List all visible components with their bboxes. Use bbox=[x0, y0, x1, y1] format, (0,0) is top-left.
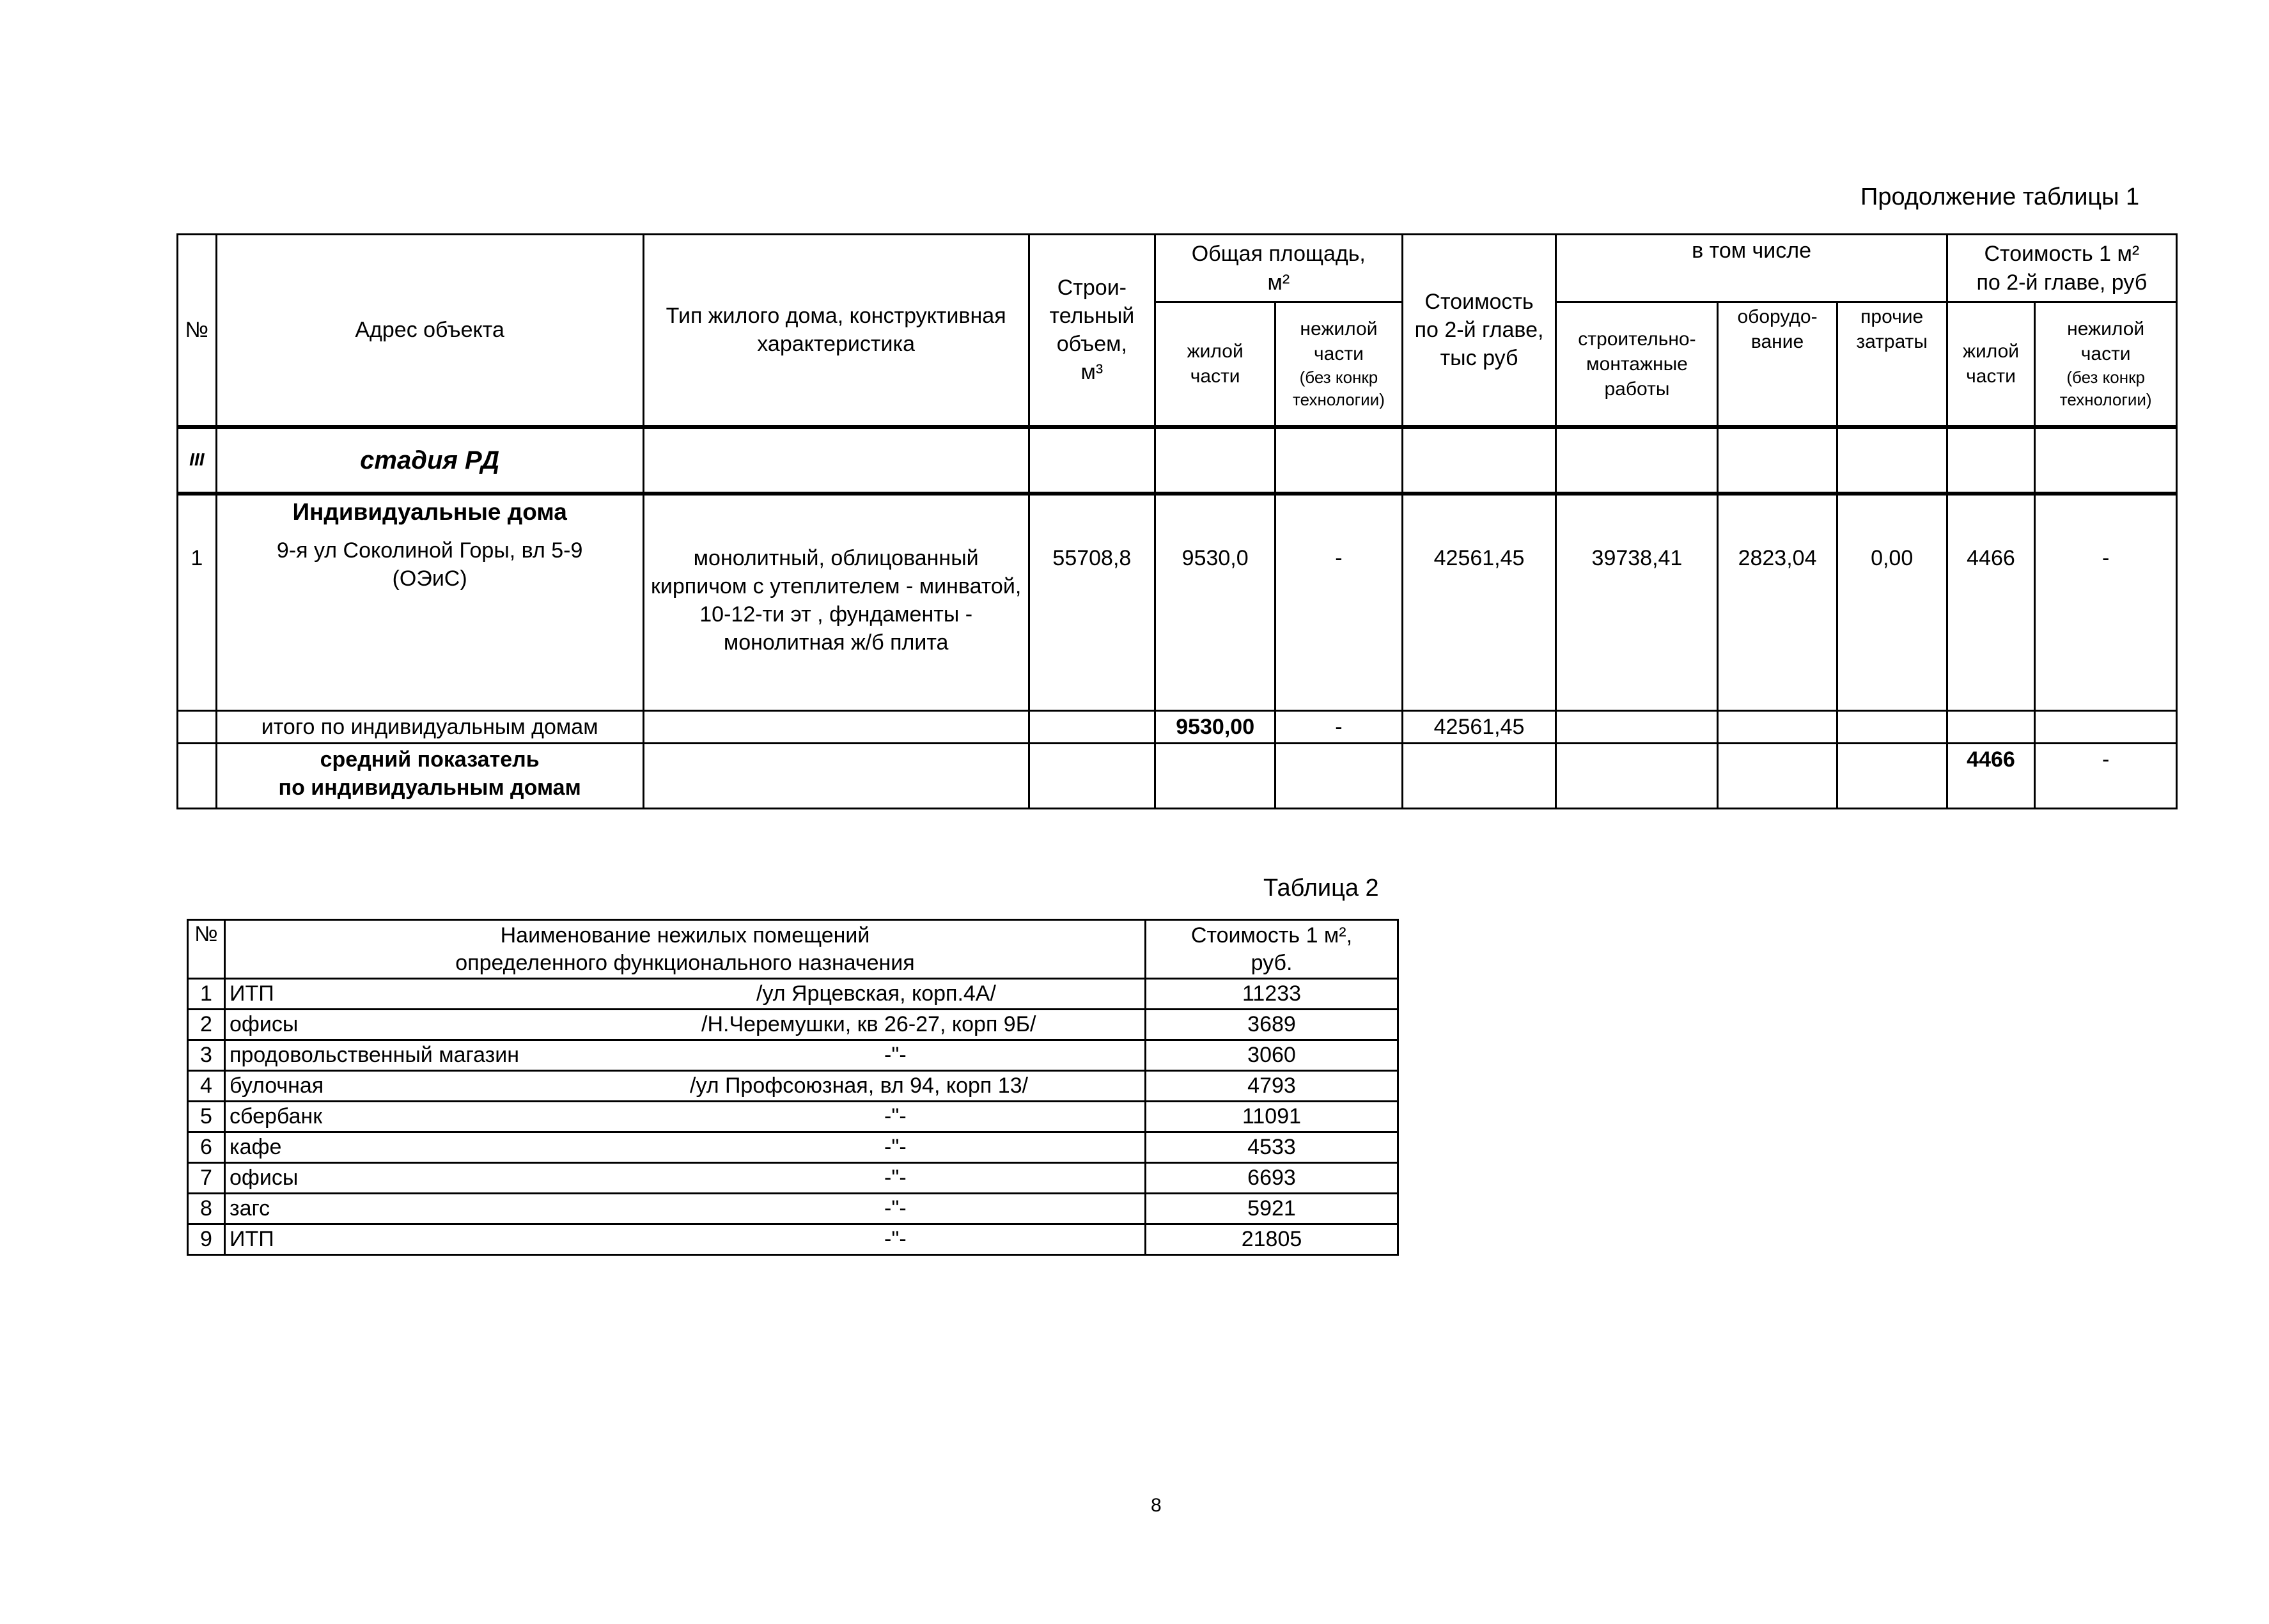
t2-row-name: сбербанк bbox=[230, 1104, 323, 1129]
t2-row-cost: 6693 bbox=[1146, 1163, 1398, 1194]
t1-header-volume-l3: объем, bbox=[1056, 332, 1127, 357]
t1-header-cost bbox=[1402, 235, 1556, 427]
table-row bbox=[188, 1194, 1398, 1224]
t1-average-label bbox=[216, 744, 643, 809]
t2-row-name: ИТП bbox=[230, 981, 274, 1006]
t1-header-unit-cost-group-l2: по 2-й главе, руб bbox=[1976, 270, 2148, 295]
t1-row-cost: 42561,45 bbox=[1402, 494, 1556, 711]
t1-average-unit-nonres: - bbox=[2035, 744, 2177, 809]
t1-group-title: Индивидуальные дома bbox=[292, 498, 567, 525]
t1-header-incl-other-l2: затраты bbox=[1856, 331, 1928, 352]
t2-row-cost: 4793 bbox=[1146, 1071, 1398, 1102]
t2-row-name-cell bbox=[225, 1071, 1146, 1102]
t2-row-num: 3 bbox=[188, 1040, 225, 1071]
t2-row-name: офисы bbox=[230, 1166, 299, 1191]
t2-header-cost-l2: руб. bbox=[1251, 950, 1293, 975]
t1-row-address bbox=[216, 494, 643, 711]
t2-header-num: № bbox=[188, 920, 225, 979]
t1-header-unit-nonres-l2: части bbox=[2080, 343, 2131, 365]
t2-row-address: /ул Профсоюзная, вл 94, корп 13/ bbox=[690, 1074, 1029, 1098]
t1-header-volume bbox=[1029, 235, 1155, 427]
t2-row-address: -"- bbox=[884, 1135, 907, 1160]
t2-row-num: 6 bbox=[188, 1132, 225, 1163]
t1-row-equipment: 2823,04 bbox=[1718, 494, 1837, 711]
t2-row-num: 9 bbox=[188, 1224, 225, 1255]
t2-row-name: офисы bbox=[230, 1012, 299, 1037]
t1-header-incl-construction-l1: строительно- bbox=[1578, 328, 1696, 350]
t1-header-area-res-l1: жилой bbox=[1187, 341, 1244, 363]
table-row bbox=[188, 1102, 1398, 1132]
t2-row-num: 5 bbox=[188, 1102, 225, 1132]
t2-header-name-l2: определенного функционального назначения bbox=[455, 950, 915, 975]
t1-header-unit-nonres bbox=[2035, 302, 2177, 427]
t1-header-address: Адрес объекта bbox=[216, 235, 643, 427]
t2-header-cost-l1: Стоимость 1 м², bbox=[1190, 923, 1353, 948]
table2 bbox=[187, 919, 1399, 1256]
t2-row-cost: 3689 bbox=[1146, 1010, 1398, 1040]
t2-row-cost: 11233 bbox=[1146, 979, 1398, 1010]
t1-stage-num: III bbox=[178, 427, 217, 494]
t1-header-volume-l2: тельный bbox=[1049, 304, 1135, 329]
t2-row-address: -"- bbox=[884, 1104, 907, 1129]
t1-average-label-l2: по индивидуальным домам bbox=[278, 776, 581, 800]
t2-row-num: 2 bbox=[188, 1010, 225, 1040]
page-number: 8 bbox=[1151, 1495, 1162, 1516]
t1-header-incl-construction bbox=[1556, 302, 1718, 427]
t2-row-cost: 3060 bbox=[1146, 1040, 1398, 1071]
t2-row-cost: 11091 bbox=[1146, 1102, 1398, 1132]
t1-average-unit-res: 4466 bbox=[1947, 744, 2035, 809]
t1-row-area-nonres: - bbox=[1275, 494, 1402, 711]
t1-header-incl-group: в том числе bbox=[1556, 235, 1947, 302]
t2-row-address: -"- bbox=[884, 1227, 907, 1252]
t1-row-unit-res: 4466 bbox=[1947, 494, 2035, 711]
t1-header-cost-l2: по 2-й главе, bbox=[1414, 318, 1544, 343]
table-row bbox=[188, 1224, 1398, 1255]
table-row bbox=[188, 1010, 1398, 1040]
t1-total-label: итого по индивидуальным домам bbox=[216, 711, 643, 744]
t2-row-name-cell bbox=[225, 1224, 1146, 1255]
t1-header-unit-nonres-l4: технологии) bbox=[2059, 390, 2152, 410]
t2-row-cost: 4533 bbox=[1146, 1132, 1398, 1163]
t1-header-unit-res-l2: части bbox=[1966, 366, 2016, 387]
t1-row-construction: 39738,41 bbox=[1556, 494, 1718, 711]
t2-row-address: -"- bbox=[884, 1196, 907, 1221]
t2-row-cost: 21805 bbox=[1146, 1224, 1398, 1255]
table-row bbox=[188, 1163, 1398, 1194]
t1-header-unit-cost-group bbox=[1947, 235, 2176, 302]
t2-row-name-cell bbox=[225, 1163, 1146, 1194]
table2-caption: Таблица 2 bbox=[1263, 875, 1379, 902]
t1-header-incl-other bbox=[1837, 302, 1947, 427]
t1-header-num: № bbox=[178, 235, 217, 427]
t1-row-num: 1 bbox=[178, 494, 217, 711]
t1-header-volume-l4: м³ bbox=[1080, 360, 1103, 385]
t2-row-name-cell bbox=[225, 1194, 1146, 1224]
t1-header-area-nonres-l1: нежилой bbox=[1300, 318, 1378, 340]
t1-header-area-nonres-l2: части bbox=[1314, 343, 1364, 365]
t1-header-cost-l1: Стоимость bbox=[1424, 289, 1534, 314]
t1-header-incl-equipment-l2: вание bbox=[1750, 331, 1804, 352]
t1-header-unit-cost-group-l1: Стоимость 1 м² bbox=[1984, 242, 2140, 267]
t1-stage-label: стадия РД bbox=[216, 427, 643, 494]
t2-row-address: /Н.Черемушки, кв 26-27, корп 9Б/ bbox=[701, 1012, 1036, 1037]
t1-average-label-l1: средний показатель bbox=[320, 747, 540, 772]
t1-header-unit-nonres-l1: нежилой bbox=[2067, 318, 2145, 340]
t1-total-cost: 42561,45 bbox=[1402, 711, 1556, 744]
t1-header-area-group bbox=[1155, 235, 1403, 302]
t1-header-unit-nonres-l3: (без конкр bbox=[2066, 368, 2145, 387]
table-row bbox=[188, 1132, 1398, 1163]
t2-row-name-cell bbox=[225, 1102, 1146, 1132]
t1-header-volume-l1: Строи- bbox=[1057, 275, 1127, 300]
t2-row-name: ИТП bbox=[230, 1227, 274, 1252]
t2-row-name: загс bbox=[230, 1196, 270, 1221]
t1-header-area-group-l2: м² bbox=[1267, 270, 1290, 295]
table1-caption: Продолжение таблицы 1 bbox=[1860, 183, 2140, 210]
t1-header-incl-construction-l2: монтажные bbox=[1586, 353, 1688, 375]
table-row bbox=[188, 1040, 1398, 1071]
t1-header-area-res bbox=[1155, 302, 1275, 427]
t2-header-name bbox=[225, 920, 1146, 979]
t2-row-num: 4 bbox=[188, 1071, 225, 1102]
table-row bbox=[188, 979, 1398, 1010]
t1-header-incl-other-l1: прочие bbox=[1860, 306, 1924, 327]
t2-row-name: булочная bbox=[230, 1074, 324, 1098]
t1-total-area-res: 9530,00 bbox=[1155, 711, 1275, 744]
table1 bbox=[176, 233, 2178, 809]
t1-header-area-nonres bbox=[1275, 302, 1402, 427]
t2-header-name-l1: Наименование нежилых помещений bbox=[500, 923, 870, 948]
t1-header-incl-construction-l3: работы bbox=[1604, 378, 1670, 400]
t1-header-area-nonres-l3: (без конкр bbox=[1299, 368, 1378, 387]
t2-row-address: /ул Ярцевская, корп.4А/ bbox=[756, 981, 996, 1006]
t2-row-num: 7 bbox=[188, 1163, 225, 1194]
t1-header-area-nonres-l4: технологии) bbox=[1293, 390, 1385, 410]
t2-row-num: 1 bbox=[188, 979, 225, 1010]
t2-row-name-cell bbox=[225, 1010, 1146, 1040]
t1-header-incl-equipment bbox=[1718, 302, 1837, 427]
t1-header-unit-res-l1: жилой bbox=[1962, 341, 2020, 363]
t1-header-area-group-l1: Общая площадь, bbox=[1191, 242, 1366, 267]
t1-header-area-res-l2: части bbox=[1190, 366, 1240, 387]
t2-row-name-cell bbox=[225, 979, 1146, 1010]
t2-row-name-cell bbox=[225, 1132, 1146, 1163]
t2-row-address: -"- bbox=[884, 1043, 907, 1068]
t1-header-cost-l3: тыс руб bbox=[1440, 346, 1518, 371]
t2-row-cost: 5921 bbox=[1146, 1194, 1398, 1224]
t1-row-unit-nonres: - bbox=[2035, 494, 2177, 711]
t2-row-name-cell bbox=[225, 1040, 1146, 1071]
t1-row-type: монолитный, облицованный кирпичом с утеплителем - минватой, 10-12-ти эт , фундаменты - монолитная ж/б плита bbox=[643, 494, 1029, 711]
t1-row-area-res: 9530,0 bbox=[1155, 494, 1275, 711]
t2-row-name: продовольственный магазин bbox=[230, 1043, 520, 1068]
t1-row-address-l2: (ОЭиС) bbox=[392, 566, 467, 591]
table-row bbox=[188, 1071, 1398, 1102]
t1-total-area-nonres: - bbox=[1275, 711, 1402, 744]
t2-row-num: 8 bbox=[188, 1194, 225, 1224]
t2-row-name: кафе bbox=[230, 1135, 282, 1160]
t1-header-type: Тип жилого дома, конструктивная характеристика bbox=[643, 235, 1029, 427]
t1-row-volume: 55708,8 bbox=[1029, 494, 1155, 711]
t2-row-address: -"- bbox=[884, 1166, 907, 1191]
t1-row-other: 0,00 bbox=[1837, 494, 1947, 711]
t1-row-address-l1: 9-я ул Соколиной Горы, вл 5-9 bbox=[276, 538, 583, 563]
t2-header-cost bbox=[1146, 920, 1398, 979]
t1-header-unit-res bbox=[1947, 302, 2035, 427]
t1-header-incl-equipment-l1: оборудо- bbox=[1737, 306, 1818, 327]
